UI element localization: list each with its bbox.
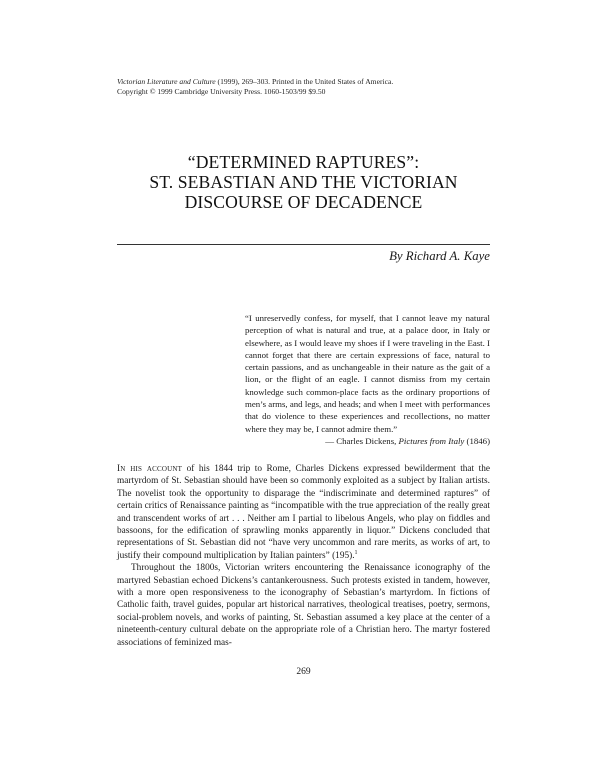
citation-line (117, 77, 497, 87)
footnote-marker: 1 (354, 549, 358, 556)
title-divider (117, 244, 490, 245)
title-line-3: DISCOURSE OF DECADENCE (184, 192, 423, 212)
copyright-line: Copyright © 1999 Cambridge University Press. 1060-1503/99 $9.50 (117, 87, 326, 96)
article-title (117, 152, 490, 212)
article-body (117, 463, 490, 649)
paragraph-lead-in: In his account (117, 464, 183, 474)
author-byline: By Richard A. Kaye (389, 249, 490, 263)
paragraph-1 (117, 463, 490, 562)
epigraph (245, 312, 490, 447)
paragraph-1-text: of his 1844 trip to Rome, Charles Dickens expressed bewilderment that the martyrdom of St. Sebastian should have been so commonly exploited as a subject by Italian artists. The novelist took the opportunity to disparage the “indiscriminate and determined raptures” of certain critics of Renaissance painting as “incompatible with the true appreciation of the really great and transcendent works of art . . . Neither am I partial to libelous Angels, who play on fiddles and bassoons, for the edification of sprawling monks apparently in liquor.” Dickens concluded that representations of St. Sebastian did not “have very uncommon and rare merits, as works of art, to justify their compound multiplication by Italian painters” (195). (117, 464, 491, 561)
journal-name: Victorian Literature and Culture (117, 77, 216, 86)
running-header (117, 77, 497, 97)
title-line-1: “DETERMINED RAPTURES”: (187, 152, 420, 172)
paragraph-2: Throughout the 1800s, Victorian writers encountering the Renaissance iconography of the martyred Sebastian echoed Dickens’s cantankerousness. Such protests existed in tandem, however, with a more open responsiveness to the iconography of Sebastian’s martyrdom. In fictions of Catholic faith, travel guides, popular art historical narratives, theological treatises, poetry, sermons, social-problem novels, and works of painting, St. Sebastian assumed a key place at the center of a nineteenth-century cultural debate on the appropriate role of a Christian hero. The martyr fostered associations of feminized mas- (117, 563, 490, 648)
attribution-year: (1846) (464, 435, 490, 446)
title-line-2: ST. SEBASTIAN AND THE VICTORIAN (149, 172, 458, 192)
citation-details: (1999), 269–303. Printed in the United States of America. (215, 77, 394, 86)
attribution-work: Pictures from Italy (398, 435, 465, 446)
page-number: 269 (296, 667, 311, 677)
attribution-author: — Charles Dickens, (325, 435, 399, 446)
epigraph-attribution (245, 435, 490, 447)
epigraph-quote: “I unreservedly confess, for myself, that I cannot leave my natural perception of what is natural and true, at a palace door, in Italy or elsewhere, as I would leave my shoes if I were traveling in the East. I cannot forget that there are certain expressions of face, natural to certain passions, and as unchangeable in their nature as the gait of a lion, or the flight of an eagle. I cannot dismiss from my certain knowledge such common-place facts as the ordinary proportions of men’s arms, and legs, and heads; and when I meet with performances that do violence to these experiences and recollections, no matter where they may be, I cannot admire them.” (245, 313, 490, 434)
